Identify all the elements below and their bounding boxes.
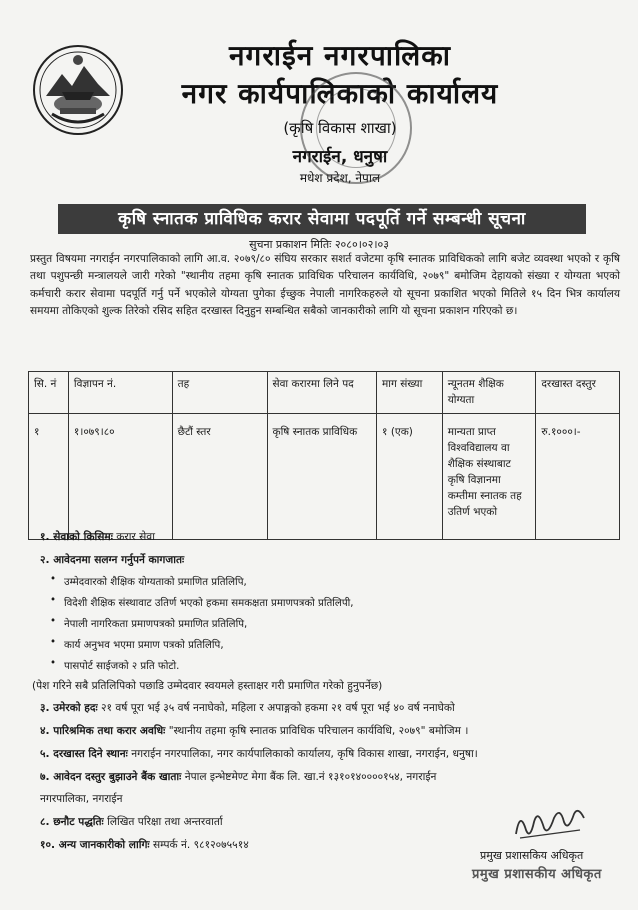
item-label: १. सेवाको किसिमः	[40, 531, 113, 543]
col-header-level: तह	[172, 372, 267, 414]
municipality-name: नगराईन नगरपालिका	[229, 39, 451, 72]
item-age-limit	[40, 701, 455, 715]
signer-stamp: प्रमुख प्रशासकीय अधिकृत	[472, 867, 602, 882]
cell-fee: रु.१०००।-	[536, 414, 620, 540]
signature-icon	[510, 800, 590, 844]
list-item: • विदेशी शैक्षिक संस्थावाट उतिर्ण भएको हकमा समकक्षता प्रमाणपत्रको प्रतिलिपी,	[64, 595, 354, 609]
list-item: • कार्य अनुभव भएमा प्रमाण पत्रको प्रतिलिपि,	[64, 637, 224, 651]
vacancy-table	[28, 371, 620, 540]
cell-demand: १ (एक)	[377, 414, 443, 540]
list-item: • पासपोर्ट साईजको २ प्रति फोटो.	[64, 658, 179, 672]
item-label: ८. छनौट पद्धतिः	[40, 816, 104, 828]
item-label: ४. पारिश्रमिक तथा करार अवधिः	[40, 725, 166, 737]
office-place: नगराईन, धनुषा	[292, 147, 388, 167]
item-label: ३. उमेरको हदः	[40, 702, 98, 714]
cell-level: छैटौं स्तर	[172, 414, 267, 540]
col-header-ad-number: विज्ञापन नं.	[68, 372, 172, 414]
notice-title: कृषि स्नातक प्राविधिक करार सेवामा पदपूर्ति गर्ने सम्बन्धी सूचना	[58, 204, 586, 234]
cell-qualification: मान्यता प्राप्त विश्वविद्यालय वा शैक्षिक संस्थाबाट कृषि विज्ञानमा कम्तीमा स्नातक तह उतिर्ण भएको	[442, 414, 536, 540]
item-label: २. आवेदनमा सलग्न गर्नुपर्ने कागजातः	[40, 554, 185, 566]
item-contact	[40, 838, 249, 852]
table-row	[29, 414, 620, 540]
item-bank-account	[40, 770, 436, 784]
province-name: मधेश प्रदेश, नेपाल	[299, 171, 381, 185]
item-label: ५. दरखास्त दिने स्थानः	[40, 748, 128, 760]
col-header-fee: दरखास्त दस्तुर	[536, 372, 620, 414]
item-value: करार सेवा	[112, 531, 155, 543]
list-item: • उम्मेदवारको शैक्षिक योग्यताको प्रमाणित प्रतिलिपि,	[64, 574, 247, 588]
table-header-row	[29, 372, 620, 414]
item-value: नेपाल इन्भेष्टमेण्ट मेगा बैंक लि. खा.नं १३१०१४००००१५४, नगराईन	[181, 771, 437, 783]
item-value: २१ वर्ष पूरा भई ३५ वर्ष ननाघेको, महिला र अपाङ्गको हकमा २१ वर्ष पूरा भई ४० वर्ष ननाघेको	[97, 702, 455, 714]
nepal-emblem-icon	[32, 44, 124, 136]
item-value: लिखित परिक्षा तथा अन्तरवार्ता	[103, 816, 223, 828]
item-value: सम्पर्क नं. ९८१२०७५५१४	[149, 839, 249, 851]
cell-ad-number: १।०७९।८०	[68, 414, 172, 540]
item-selection-method	[40, 815, 223, 829]
item-bank-account-cont: नगरपालिका, नगराईन	[40, 793, 123, 805]
signer-title: प्रमुख प्रशासकिय अधिकृत	[480, 849, 584, 862]
col-header-position: सेवा करारमा लिने पद	[267, 372, 377, 414]
cell-serial: १	[29, 414, 69, 540]
list-item: • नेपाली नागरिकता प्रमाणपत्रको प्रमाणित प्रतिलिपि,	[64, 616, 247, 630]
office-name: नगर कार्यपालिकाको कार्यालय	[181, 77, 499, 110]
item-value: "स्थानीय तहमा कृषि स्नातक प्राविधिक परिचालन कार्यविधि, २०७९" बमोजिम ।	[165, 725, 469, 737]
office-stamp-icon	[300, 72, 412, 184]
item-documents	[40, 553, 184, 567]
item-service-type	[40, 530, 155, 544]
item-value: नगराईन नगरपालिका, नगर कार्यपालिकाको कार्यालय, कृषि विकास शाखा, नगराईन, धनुषा।	[127, 748, 478, 760]
item-application-place	[40, 747, 478, 761]
col-header-serial: सि. नं	[29, 372, 69, 414]
intro-paragraph: प्रस्तुत विषयमा नगराईन नगरपालिकाको लागि आ.व. २०७९/८० संघिय सरकार सशर्त वजेटमा कृषि स्नातक प्राविधिकको लागि बजेट व्यवस्था भएको र कृषि तथा पशुपन्छी मन्त्रालयले जारी गरेको "स्थानीय तहमा कृषि स्नातक प्राविधिक परिचालन कार्यविधि, २०७९" बमोजिम देहायको संख्या र योग्यता भएको कर्मचारी करार सेवामा पदपूर्ति गर्नु पर्ने भएकोले योग्यता पुगेका ईच्छुक नेपाली नागरिकहरुले यो सूचना प्रकाशित भएको मितिले १५ दिन भित्र कार्यालय समयमा तोकिएको शुल्क तिरेको रसिद सहित दरखास्त दिनुहुन सम्बन्धित सबैको जानकारीको लागि यो सूचना प्रकाशन गरिएको छ।	[30, 253, 620, 318]
item-label: ७. आवेदन दस्तुर बुझाउने बैंक खाताः	[40, 771, 182, 783]
publication-date: सुचना प्रकाशन मितिः २०८०।०२।०३	[249, 238, 389, 251]
item-label: १०. अन्य जानकारीको लागिः	[40, 839, 150, 851]
cell-position: कृषि स्नातक प्राविधिक	[267, 414, 377, 540]
item-remuneration	[40, 724, 468, 738]
attestation-note: (पेश गरिने सबै प्रतिलिपिको पछाडि उम्मेदवार स्वयमले हस्ताक्षर गरी प्रमाणित गरेको हुनुपर्नेछ)	[32, 680, 383, 692]
col-header-qualification: न्यूनतम शैक्षिक योग्यता	[442, 372, 536, 414]
col-header-demand: माग संख्या	[377, 372, 443, 414]
branch-name: (कृषि विकास शाखा)	[283, 119, 397, 137]
